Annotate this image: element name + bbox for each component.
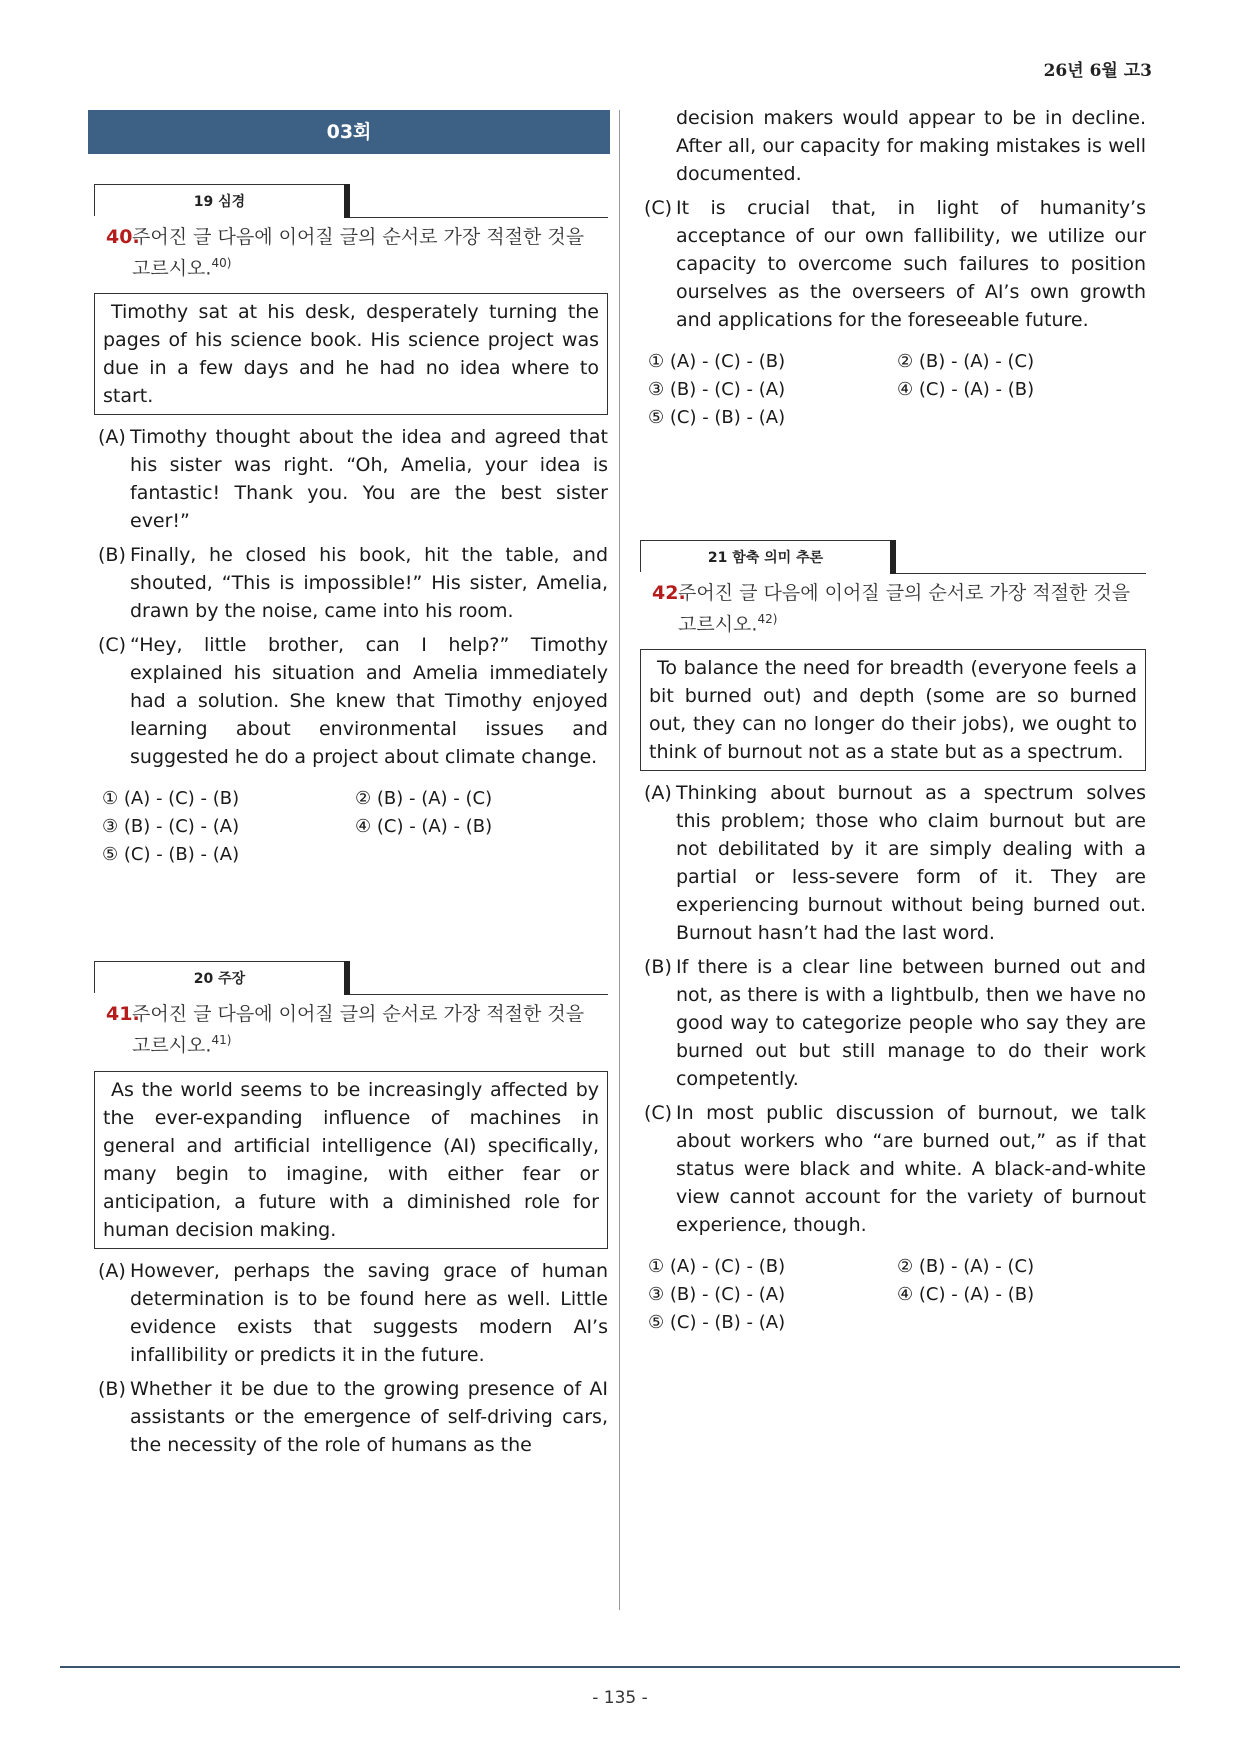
left-column bbox=[88, 110, 608, 1463]
column-divider bbox=[619, 110, 620, 1610]
q41-tag bbox=[94, 961, 608, 995]
q42-tag bbox=[640, 540, 1146, 574]
round-banner: 03회 bbox=[88, 110, 610, 154]
q40-note: 40) bbox=[211, 256, 232, 270]
q42-choices bbox=[648, 1253, 1146, 1337]
q40-title bbox=[88, 224, 608, 281]
q40-option-b: (B) Finally, he closed his book, hit the table, and shouted, “This is impossible!” His sister, Amelia, drawn by the noise, came into his room. bbox=[98, 544, 608, 623]
q41-option-a: (A) However, perhaps the saving grace of human determination is to be found here as well. Little evidence exists that suggests modern AI’s infallibility or predicts it in the future. bbox=[98, 1259, 608, 1366]
q41-tag-label: 20 주장 bbox=[94, 961, 344, 993]
q41-note: 41) bbox=[211, 1033, 232, 1048]
right-column bbox=[634, 107, 1146, 1337]
q40-choice-1[interactable]: ① (A) - (C) - (B) bbox=[102, 788, 240, 810]
q42-choice-4[interactable]: ④ (C) - (A) - (B) bbox=[897, 1284, 1035, 1306]
q42-prompt: 주어진 글 다음에 이어질 글의 순서로 가장 적절한 것을 고르시오. bbox=[678, 582, 1131, 636]
q42-choice-2[interactable]: ② (B) - (A) - (C) bbox=[897, 1256, 1035, 1278]
q42-tag-label: 21 함축 의미 추론 bbox=[640, 540, 890, 572]
q40-choice-5[interactable]: ⑤ (C) - (B) - (A) bbox=[102, 844, 240, 866]
q42-title bbox=[634, 580, 1146, 637]
q40-prompt: 주어진 글 다음에 이어질 글의 순서로 가장 적절한 것을 고르시오. bbox=[132, 226, 585, 280]
q42-choice-1[interactable]: ① (A) - (C) - (B) bbox=[648, 1256, 786, 1278]
q42-option-b: (B) If there is a clear line between burned out and not, as there is with a lightbulb, then we have no good way to categorize people who say they are burned out but still manage to do their work competently. bbox=[644, 956, 1146, 1091]
q42-number: 42. bbox=[652, 582, 686, 604]
q42-option-c: (C) In most public discussion of burnout, we talk about workers who “are burned out,” as if that status were black and white. A black-and-white view cannot account for the variety of burnout experience, though. bbox=[644, 1102, 1146, 1237]
q41-choice-3[interactable]: ③ (B) - (C) - (A) bbox=[648, 379, 786, 400]
q40-choice-2[interactable]: ② (B) - (A) - (C) bbox=[355, 788, 493, 810]
q41-title bbox=[88, 1001, 608, 1058]
q41-given-text: As the world seems to be increasingly affected by the ever-expanding influence of machines in general and artificial intelligence (AI) specifically, many begin to imagine, with either fear or anticipation, a future with a diminished role for human decision making. bbox=[94, 1071, 608, 1249]
q40-option-a: (A) Timothy thought about the idea and agreed that his sister was right. “Oh, Amelia, your idea is fantastic! Thank you. You are the best sister ever!” bbox=[98, 426, 608, 533]
q40-tag bbox=[94, 184, 608, 218]
q40-option-c: (C) “Hey, little brother, can I help?” Timothy explained his situation and Amelia immediately had a solution. She knew that Timothy enjoyed learning about environmental issues and suggested he do a project about climate change. bbox=[98, 634, 608, 769]
q42-option-a: (A) Thinking about burnout as a spectrum solves this problem; those who claim burnout but are not debilitated by it are simply dealing with a partial or less-severe form of it. They are experiencing burnout without being burned out. Burnout hasn’t had the last word. bbox=[644, 782, 1146, 945]
q41-option-b: (B) Whether it be due to the growing presence of AI assistants or the emergence of self-driving cars, the necessity of the role of humans as the bbox=[98, 1377, 608, 1456]
q40-choice-4[interactable]: ④ (C) - (A) - (B) bbox=[355, 816, 493, 838]
q41-choice-1[interactable]: ① (A) - (C) - (B) bbox=[648, 351, 786, 372]
q42-note: 42) bbox=[757, 612, 778, 626]
q40-given-text: Timothy sat at his desk, desperately turning the pages of his science book. His science project was due in a few days and he had no idea where to start. bbox=[94, 293, 608, 415]
q41-option-c: (C) It is crucial that, in light of humanity’s acceptance of our own fallibility, we utilize our capacity to overcome such failures to position ourselves as the overseers of AI’s own growth and applications for the foreseeable future. bbox=[644, 197, 1146, 331]
q41-choices bbox=[648, 348, 1146, 432]
q42-choice-3[interactable]: ③ (B) - (C) - (A) bbox=[648, 1284, 786, 1306]
q41-choice-4[interactable]: ④ (C) - (A) - (B) bbox=[897, 379, 1035, 400]
q40-number: 40. bbox=[106, 226, 140, 248]
q42-choice-5[interactable]: ⑤ (C) - (B) - (A) bbox=[648, 1312, 786, 1334]
q41-number: 41. bbox=[106, 1003, 140, 1026]
q40-choice-3[interactable]: ③ (B) - (C) - (A) bbox=[102, 816, 240, 838]
q41-prompt: 주어진 글 다음에 이어질 글의 순서로 가장 적절한 것을 고르시오. bbox=[132, 1003, 585, 1057]
page-number: - 135 - bbox=[592, 1688, 648, 1708]
q40-choices bbox=[102, 785, 608, 869]
q41-choice-5[interactable]: ⑤ (C) - (B) - (A) bbox=[648, 407, 786, 428]
exam-header-label: 26년 6월 고3 bbox=[1043, 61, 1152, 81]
q41-choice-2[interactable]: ② (B) - (A) - (C) bbox=[897, 351, 1035, 372]
q40-tag-label: 19 심경 bbox=[94, 184, 344, 216]
q42-given-text: To balance the need for breadth (everyone feels a bit burned out) and depth (some are so burned out, they can no longer do their jobs), we ought to think of burnout not as a state but as a spectrum. bbox=[640, 649, 1146, 771]
q41-option-b-continued: decision makers would appear to be in decline. After all, our capacity for making mistakes is well documented. bbox=[676, 107, 1146, 185]
footer-rule bbox=[60, 1666, 1180, 1668]
